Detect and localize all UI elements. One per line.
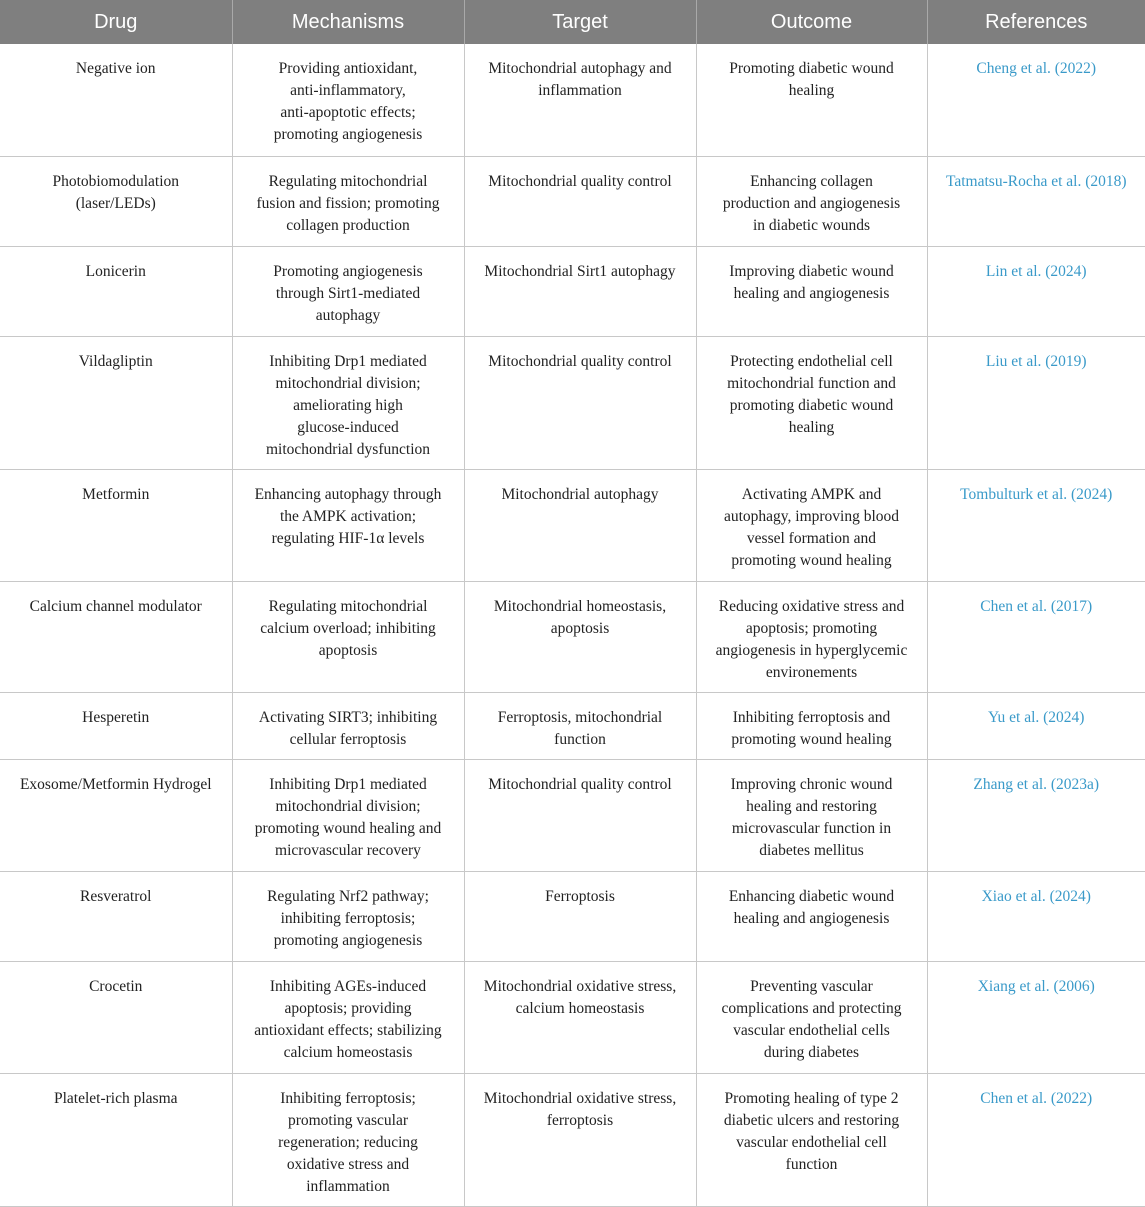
mechanisms-cell: Inhibiting AGEs-induced apoptosis; providing antioxidant effects; stabilizing calcium homeostasis	[232, 961, 464, 1073]
mechanisms-cell: Activating SIRT3; inhibiting cellular ferroptosis	[232, 692, 464, 759]
header-references: References	[927, 0, 1145, 44]
table-row	[0, 246, 1145, 336]
reference-link[interactable]: Xiang et al. (2006)	[927, 961, 1145, 1073]
outcome-cell: Promoting diabetic wound healing	[696, 44, 927, 156]
reference-link[interactable]: Cheng et al. (2022)	[927, 44, 1145, 156]
reference-link[interactable]: Chen et al. (2017)	[927, 581, 1145, 692]
header-outcome: Outcome	[696, 0, 927, 44]
table-row	[0, 469, 1145, 581]
table-row	[0, 1073, 1145, 1206]
reference-link[interactable]: Tombulturk et al. (2024)	[927, 469, 1145, 581]
mechanisms-cell: Promoting angiogenesis through Sirt1-mediated autophagy	[232, 246, 464, 336]
mechanisms-cell: Inhibiting Drp1 mediated mitochondrial division; promoting wound healing and microvascular recovery	[232, 759, 464, 871]
outcome-cell: Inhibiting ferroptosis and promoting wound healing	[696, 692, 927, 759]
outcome-cell: Enhancing collagen production and angiogenesis in diabetic wounds	[696, 156, 927, 246]
mechanisms-cell: Regulating mitochondrial calcium overload; inhibiting apoptosis	[232, 581, 464, 692]
drug-cell: Negative ion	[0, 44, 232, 156]
mechanisms-cell: Regulating mitochondrial fusion and fission; promoting collagen production	[232, 156, 464, 246]
mechanisms-cell: Enhancing autophagy through the AMPK activation; regulating HIF-1α levels	[232, 469, 464, 581]
outcome-cell: Improving diabetic wound healing and angiogenesis	[696, 246, 927, 336]
target-cell: Mitochondrial oxidative stress, ferroptosis	[464, 1073, 696, 1206]
reference-link[interactable]: Zhang et al. (2023a)	[927, 759, 1145, 871]
target-cell: Mitochondrial quality control	[464, 759, 696, 871]
table-row	[0, 692, 1145, 759]
drug-cell: Crocetin	[0, 961, 232, 1073]
target-cell: Ferroptosis	[464, 871, 696, 961]
mechanisms-cell: Inhibiting Drp1 mediated mitochondrial division; ameliorating high glucose-induced mitochondrial dysfunction	[232, 336, 464, 469]
target-cell: Ferroptosis, mitochondrial function	[464, 692, 696, 759]
mechanisms-cell: Inhibiting ferroptosis; promoting vascular regeneration; reducing oxidative stress and inflammation	[232, 1073, 464, 1206]
target-cell: Mitochondrial oxidative stress, calcium homeostasis	[464, 961, 696, 1073]
mechanisms-cell: Providing antioxidant, anti-inflammatory, anti-apoptotic effects; promoting angiogenesis	[232, 44, 464, 156]
reference-link[interactable]: Xiao et al. (2024)	[927, 871, 1145, 961]
outcome-cell: Activating AMPK and autophagy, improving blood vessel formation and promoting wound healing	[696, 469, 927, 581]
drug-cell: Vildagliptin	[0, 336, 232, 469]
outcome-cell: Preventing vascular complications and protecting vascular endothelial cells during diabetes	[696, 961, 927, 1073]
drug-cell: Hesperetin	[0, 692, 232, 759]
table-row	[0, 961, 1145, 1073]
reference-link[interactable]: Yu et al. (2024)	[927, 692, 1145, 759]
reference-link[interactable]: Chen et al. (2022)	[927, 1073, 1145, 1206]
drug-cell: Exosome/Metformin Hydrogel	[0, 759, 232, 871]
outcome-cell: Improving chronic wound healing and restoring microvascular function in diabetes mellitus	[696, 759, 927, 871]
table-row	[0, 759, 1145, 871]
target-cell: Mitochondrial homeostasis, apoptosis	[464, 581, 696, 692]
table-body	[0, 44, 1145, 1206]
drug-cell: Resveratrol	[0, 871, 232, 961]
drug-cell: Lonicerin	[0, 246, 232, 336]
header-target: Target	[464, 0, 696, 44]
table-row	[0, 336, 1145, 469]
drug-cell: Calcium channel modulator	[0, 581, 232, 692]
outcome-cell: Enhancing diabetic wound healing and angiogenesis	[696, 871, 927, 961]
reference-link[interactable]: Liu et al. (2019)	[927, 336, 1145, 469]
target-cell: Mitochondrial autophagy	[464, 469, 696, 581]
reference-link[interactable]: Tatmatsu-Rocha et al. (2018)	[927, 156, 1145, 246]
drug-cell: Metformin	[0, 469, 232, 581]
header-mechanisms: Mechanisms	[232, 0, 464, 44]
table-row	[0, 581, 1145, 692]
header-drug: Drug	[0, 0, 232, 44]
reference-link[interactable]: Lin et al. (2024)	[927, 246, 1145, 336]
outcome-cell: Reducing oxidative stress and apoptosis; promoting angiogenesis in hyperglycemic environements	[696, 581, 927, 692]
drug-cell: Platelet-rich plasma	[0, 1073, 232, 1206]
target-cell: Mitochondrial quality control	[464, 156, 696, 246]
outcome-cell: Protecting endothelial cell mitochondrial function and promoting diabetic wound healing	[696, 336, 927, 469]
table-row	[0, 156, 1145, 246]
mechanisms-cell: Regulating Nrf2 pathway; inhibiting ferroptosis; promoting angiogenesis	[232, 871, 464, 961]
drug-cell: Photobiomodulation (laser/LEDs)	[0, 156, 232, 246]
target-cell: Mitochondrial Sirt1 autophagy	[464, 246, 696, 336]
table-row	[0, 871, 1145, 961]
target-cell: Mitochondrial autophagy and inflammation	[464, 44, 696, 156]
header-row	[0, 0, 1145, 44]
table-row	[0, 44, 1145, 156]
target-cell: Mitochondrial quality control	[464, 336, 696, 469]
outcome-cell: Promoting healing of type 2 diabetic ulcers and restoring vascular endothelial cell function	[696, 1073, 927, 1206]
